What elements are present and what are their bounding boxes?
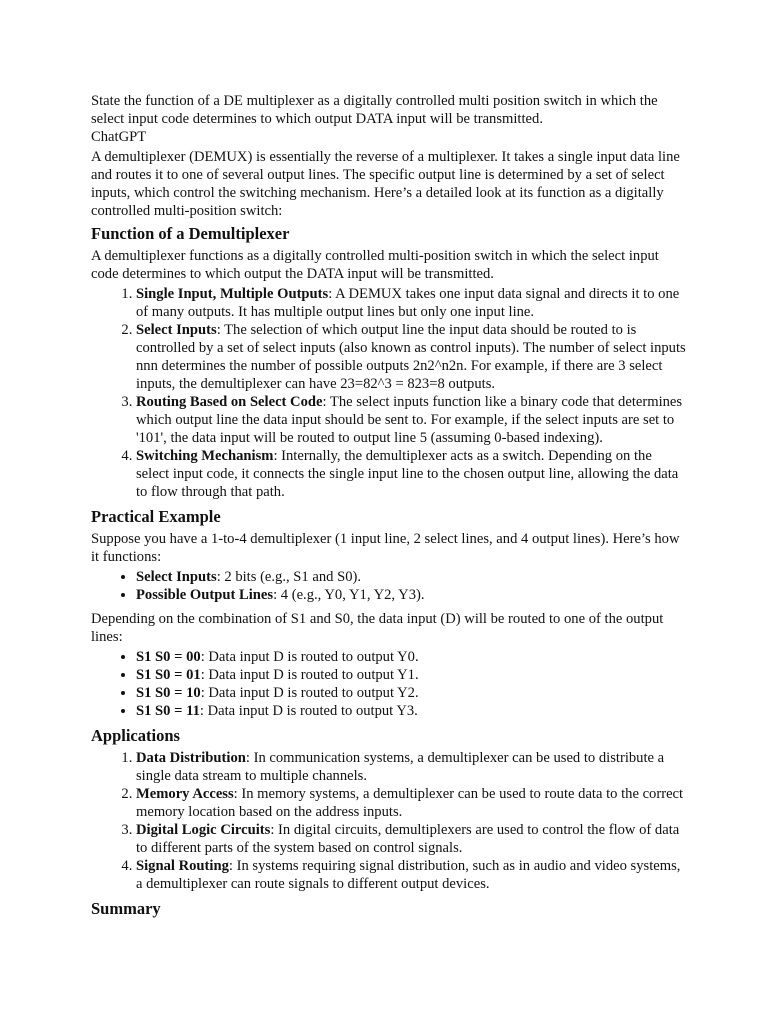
function-paragraph: A demultiplexer functions as a digitally controlled multi-position switch in which the select input code determines to which output the DATA input will be transmitted. [91, 248, 659, 282]
list-item-desc: : In communication systems, a demultiplexer can be used to distribute a single data stream to multiple channels. [136, 750, 665, 784]
list-item-desc: : A DEMUX takes one input data signal and directs it to one of many outputs. It has multiple output lines but only one input line. [136, 286, 680, 320]
list-item [136, 749, 688, 785]
author-label: ChatGPT [91, 129, 147, 145]
list-item-term: S1 S0 = 11 [136, 703, 200, 719]
list-item-term: Memory Access [136, 786, 234, 802]
list-item-term: Switching Mechanism [136, 448, 274, 464]
applications-heading: Applications [91, 726, 180, 745]
list-item [136, 568, 688, 586]
list-item-desc: : The selection of which output line the input data should be routed to is controlled by a set of select inputs (also known as control inputs). The number of select inputs nnn determines the number of possible outputs 2n2^n2n. For example, if there are 3 select inputs, the demultiplexer can have 23=82^3 = 823=8 outputs. [136, 322, 686, 392]
list-item-term: Possible Output Lines [136, 587, 274, 603]
list-item [136, 285, 688, 321]
list-item-term: Signal Routing [136, 858, 229, 874]
list-item-desc: : In memory systems, a demultiplexer can be used to route data to the correct memory location based on the address inputs. [136, 786, 684, 820]
list-item [136, 785, 688, 821]
list-item-desc: : In digital circuits, demultiplexers are used to control the flow of data to different parts of the system based on control signals. [136, 822, 680, 856]
list-item-term: Single Input, Multiple Outputs [136, 286, 329, 302]
list-item-desc: : Internally, the demultiplexer acts as a switch. Depending on the select input code, it connects the single input line to the chosen output line, allowing the data to flow through that path. [136, 448, 679, 500]
list-item [136, 666, 688, 684]
list-item-desc: : Data input D is routed to output Y0. [200, 649, 419, 665]
list-item-desc: : Data input D is routed to output Y1. [200, 667, 419, 683]
list-item-term: S1 S0 = 10 [136, 685, 201, 701]
list-item-desc: : 4 (e.g., Y0, Y1, Y2, Y3). [273, 587, 425, 603]
summary-heading: Summary [91, 899, 161, 918]
list-item [136, 684, 688, 702]
list-item [136, 702, 688, 720]
list-item-desc: : The select inputs function like a binary code that determines which output line the data input should be sent to. For example, if the select inputs are set to '101', the data input will be routed to output line 5 (assuming 0-based indexing). [136, 394, 683, 446]
list-item-term: Select Inputs [136, 569, 217, 585]
example-paragraph-2: Depending on the combination of S1 and S0, the data input (D) will be routed to one of the output lines: [91, 611, 664, 645]
example-bullets [91, 568, 688, 604]
function-heading: Function of a Demultiplexer [91, 224, 290, 243]
function-list [91, 285, 688, 501]
list-item [136, 586, 688, 604]
list-item [136, 857, 688, 893]
list-item [136, 393, 688, 447]
list-item-term: Digital Logic Circuits [136, 822, 271, 838]
list-item [136, 321, 688, 393]
intro-paragraph: A demultiplexer (DEMUX) is essentially the reverse of a multiplexer. It takes a single input data line and routes it to one of several output lines. The specific output line is determined by a set of select inputs, which control the switching mechanism. Here’s a detailed look at its function as a digitally controlled multi-position switch: [91, 149, 680, 219]
list-item-term: S1 S0 = 00 [136, 649, 201, 665]
list-item-desc: : In systems requiring signal distribution, such as in audio and video systems, a demultiplexer can route signals to different output devices. [136, 858, 681, 892]
question-text: State the function of a DE multiplexer as a digitally controlled multi position switch in which the select input code determines to which output DATA input will be transmitted. [91, 93, 658, 127]
list-item-desc: : 2 bits (e.g., S1 and S0). [216, 569, 362, 585]
example-heading: Practical Example [91, 507, 221, 526]
list-item-desc: : Data input D is routed to output Y3. [199, 703, 418, 719]
list-item-term: S1 S0 = 01 [136, 667, 201, 683]
combination-bullets [91, 648, 688, 720]
list-item-term: Routing Based on Select Code [136, 394, 323, 410]
applications-list [91, 749, 688, 893]
example-paragraph: Suppose you have a 1-to-4 demultiplexer (1 input line, 2 select lines, and 4 output lines). Here’s how it functions: [91, 531, 680, 565]
list-item-term: Data Distribution [136, 750, 246, 766]
list-item-term: Select Inputs [136, 322, 217, 338]
list-item-desc: : Data input D is routed to output Y2. [200, 685, 419, 701]
list-item [136, 447, 688, 501]
list-item [136, 648, 688, 666]
list-item [136, 821, 688, 857]
